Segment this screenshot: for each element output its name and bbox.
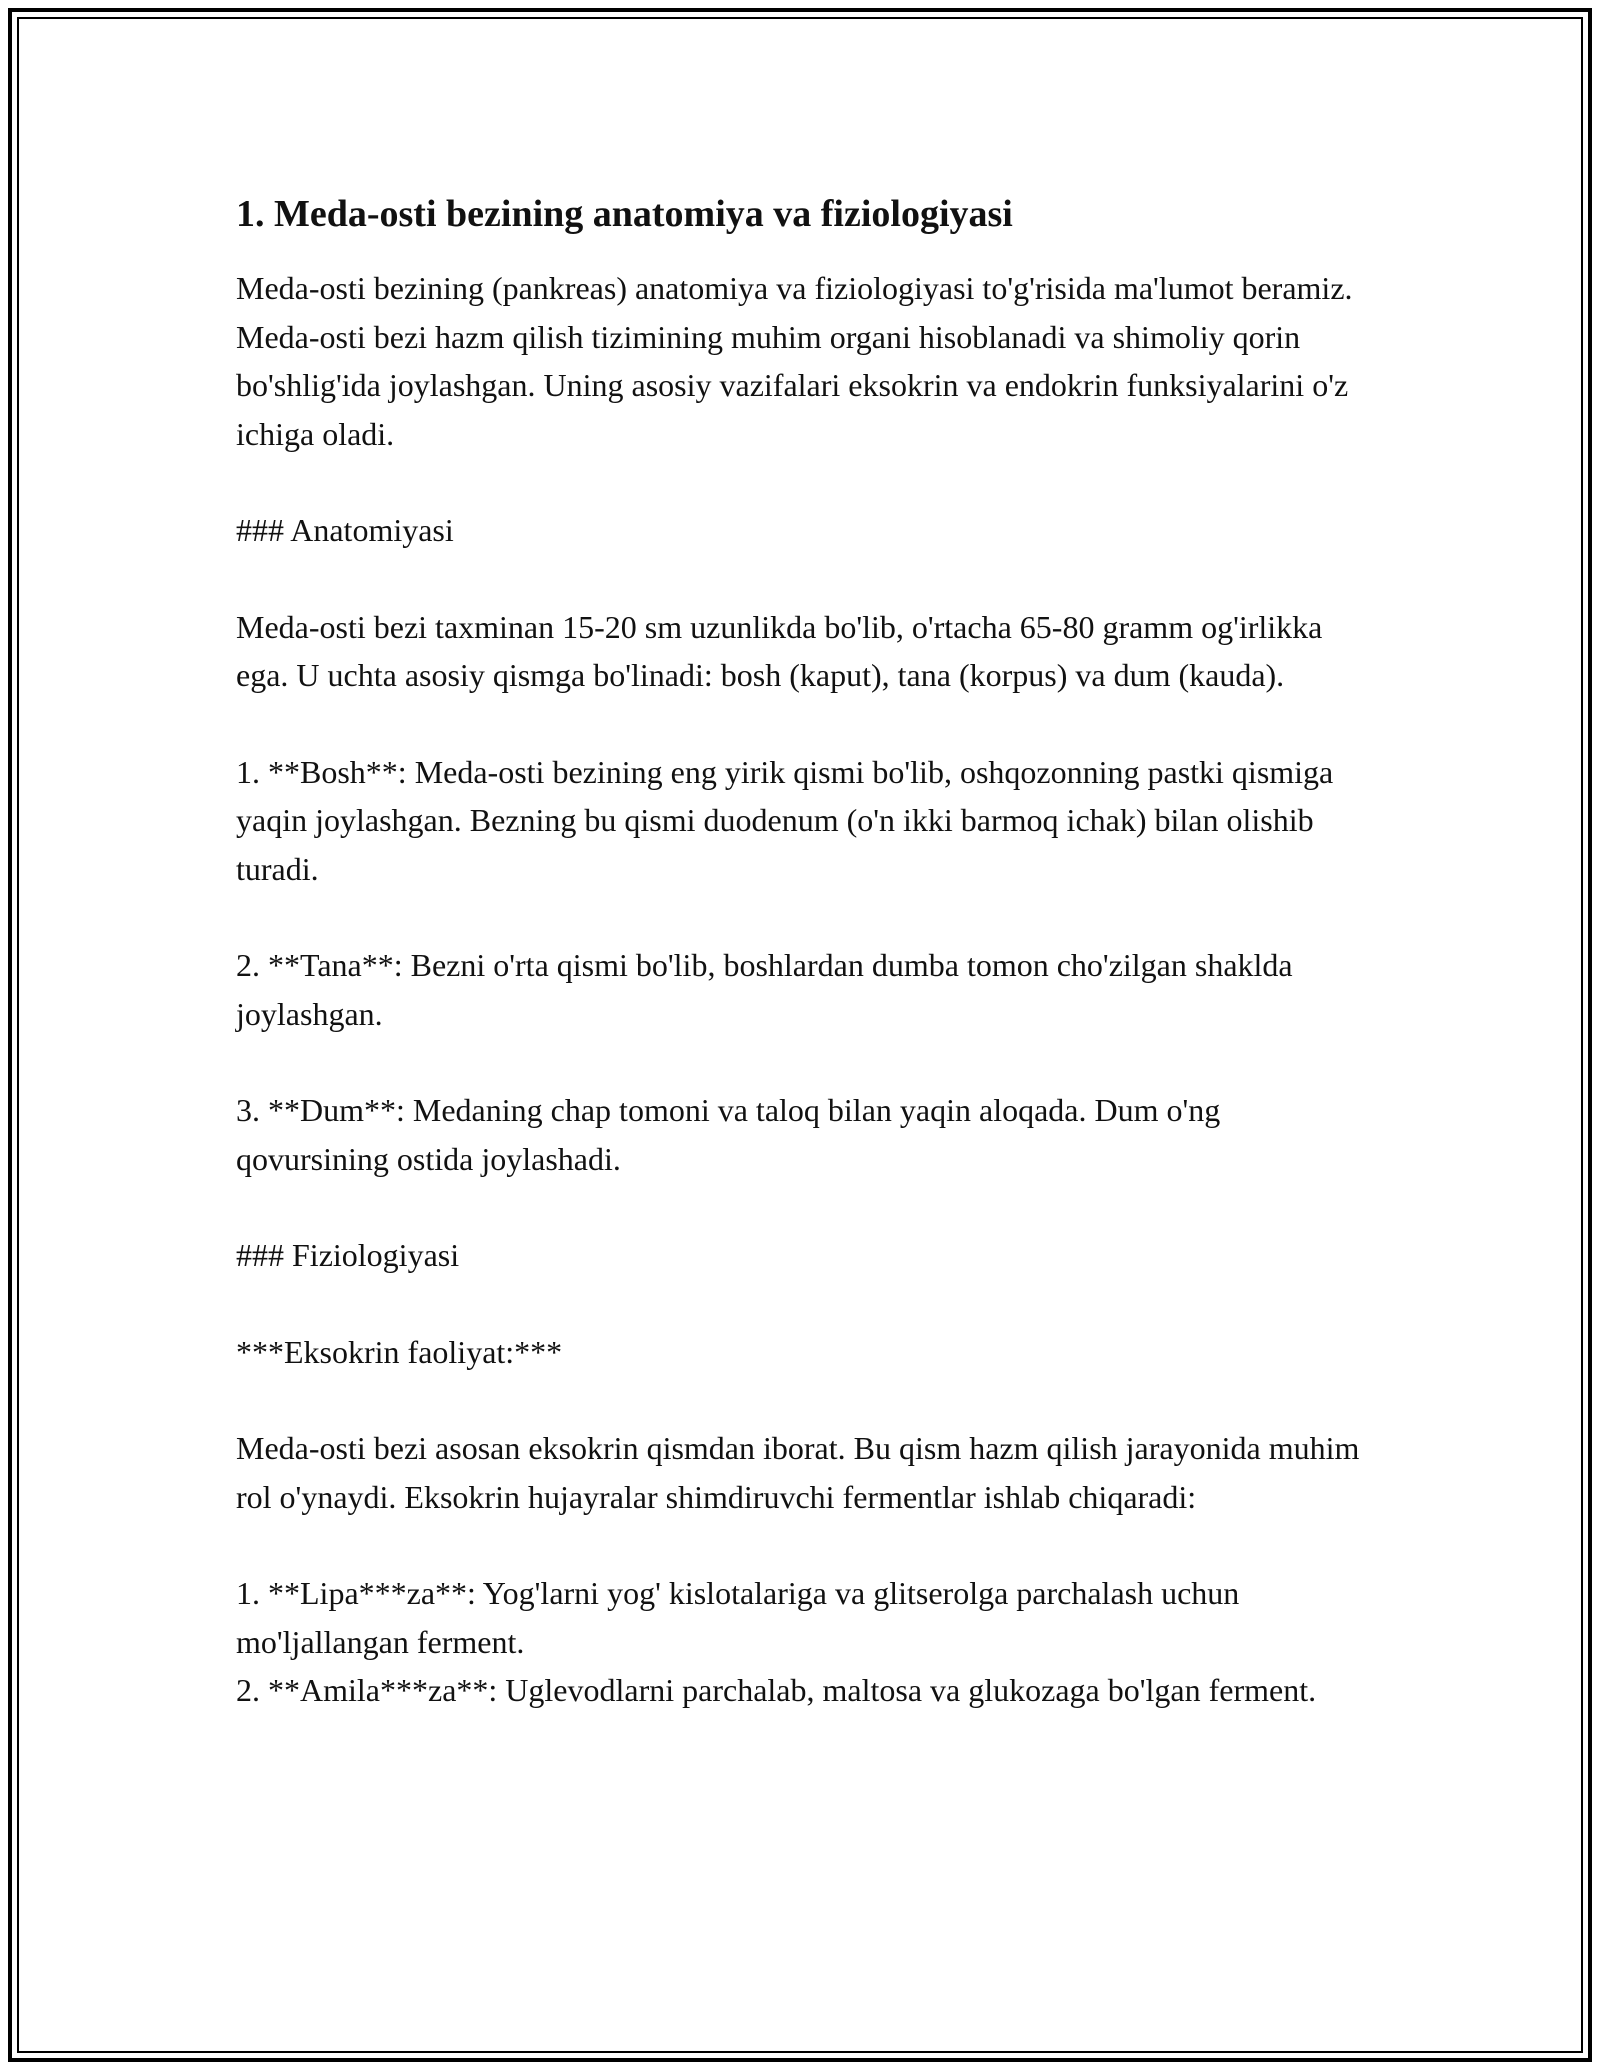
physiology-heading: ### Fiziologiyasi [236, 1237, 460, 1273]
list-item-head: 1. **Bosh**: Meda-osti bezining eng yirik qismi bo'lib, oshqozonning pastki qismiga yaqin joylashgan. Bezning bu qismi duodenum (o'n ikki barmoq ichak) bilan olishib turadi. [236, 753, 1334, 887]
exocrine-subheading: ***Eksokrin faoliyat:*** [236, 1333, 563, 1370]
list-item-lipase: 1. **Lipa***za**: Yog'larni yog' kislotalariga va glitserolga parchalash uchun mo'ljallangan ferment. [236, 1575, 1240, 1660]
anatomy-heading: ### Anatomiyasi [236, 512, 454, 548]
intro-paragraph: Meda-osti bezining (pankreas) anatomiya va fiziologiyasi to'g'risida ma'lumot beramiz. Meda-osti bezi hazm qilish tizimining muhim organi hisoblanadi va shimoliy qorin bo'shlig'ida joylashgan. Uning asosiy vazifalari eksokrin va endokrin funksiyalarini o'z ichiga oladi. [236, 270, 1353, 452]
list-item-amylase: 2. **Amila***za**: Uglevodlarni parchalab, maltosa va glukozaga bo'lgan ferment. [236, 1672, 1317, 1708]
document-body [236, 186, 1376, 1715]
exocrine-paragraph: Meda-osti bezi asosan eksokrin qismdan iborat. Bu qism hazm qilish jarayonida muhim rol o'ynaydi. Eksokrin hujayralar shimdiruvchi fermentlar ishlab chiqaradi: [236, 1430, 1360, 1515]
list-item-body: 2. **Tana**: Bezni o'rta qismi bo'lib, boshlardan dumba tomon cho'zilgan shaklda joylashgan. [236, 947, 1293, 1032]
document-title: 1. Meda-osti bezining anatomiya va fiziologiyasi [236, 193, 1013, 235]
anatomy-paragraph: Meda-osti bezi taxminan 15-20 sm uzunlikda bo'lib, o'rtacha 65-80 gramm og'irlikka ega. U uchta asosiy qismga bo'linadi: bosh (kaput), tana (korpus) va dum (kauda). [236, 608, 1323, 693]
list-item-tail: 3. **Dum**: Medaning chap tomoni va taloq bilan yaqin aloqada. Dum o'ng qovursining ostida joylashadi. [236, 1092, 1221, 1177]
